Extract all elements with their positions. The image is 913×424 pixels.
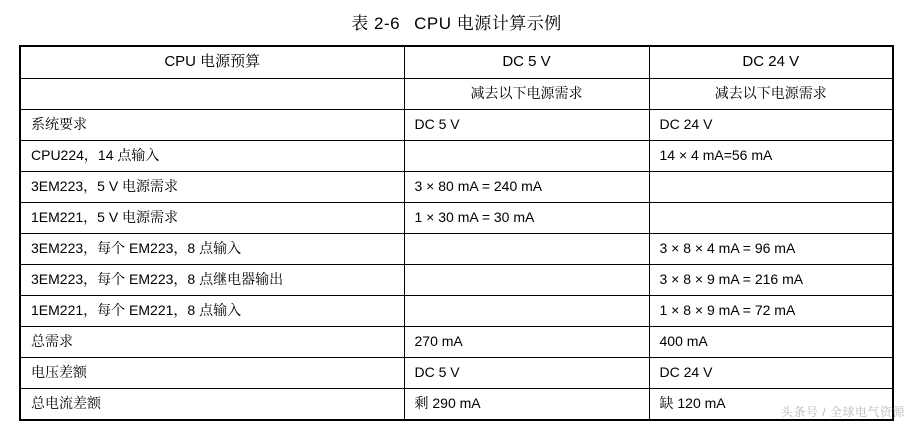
table-row: [20, 203, 893, 234]
row-label: 1EM221，5 V 电源需求: [20, 203, 404, 234]
row-value-dc24: 14 × 4 mA=56 mA: [649, 141, 893, 172]
table-row: [20, 172, 893, 203]
row-label: CPU224，14 点输入: [20, 141, 404, 172]
table-row: [20, 389, 893, 421]
row-value-dc5: [404, 265, 649, 296]
subheader-cell-blank: [20, 79, 404, 110]
table-row: [20, 296, 893, 327]
table-row: [20, 265, 893, 296]
row-value-dc5: 1 × 30 mA = 30 mA: [404, 203, 649, 234]
header-cell-budget: CPU 电源预算: [20, 46, 404, 79]
row-value-dc24: 3 × 8 × 9 mA = 216 mA: [649, 265, 893, 296]
row-value-dc5: 270 mA: [404, 327, 649, 358]
row-label: 系统要求: [20, 110, 404, 141]
row-label: 3EM223，每个 EM223，8 点输入: [20, 234, 404, 265]
watermark-text: 头条号 / 全球电气资源: [780, 405, 905, 419]
row-value-dc24: [649, 203, 893, 234]
table-head: [20, 46, 893, 79]
table-header-row: [20, 46, 893, 79]
row-value-dc5: DC 5 V: [404, 358, 649, 389]
row-value-dc5: [404, 234, 649, 265]
row-label: 1EM221，每个 EM221，8 点输入: [20, 296, 404, 327]
row-value-dc5: [404, 141, 649, 172]
row-label: 总电流差额: [20, 389, 404, 421]
header-cell-dc24: DC 24 V: [649, 46, 893, 79]
row-value-dc5: 3 × 80 mA = 240 mA: [404, 172, 649, 203]
row-value-dc5: 剩 290 mA: [404, 389, 649, 421]
row-value-dc5: [404, 296, 649, 327]
row-value-dc24: DC 24 V: [649, 110, 893, 141]
table-subheader-row: [20, 79, 893, 110]
caption-number: 表 2-6: [351, 14, 401, 33]
row-label: 3EM223，5 V 电源需求: [20, 172, 404, 203]
row-value-dc24: DC 24 V: [649, 358, 893, 389]
table-caption: [0, 0, 913, 34]
table-row: [20, 110, 893, 141]
row-value-dc24: 缺 120 mA: [649, 389, 893, 421]
header-cell-dc5: DC 5 V: [404, 46, 649, 79]
row-value-dc5: DC 5 V: [404, 110, 649, 141]
row-label: 总需求: [20, 327, 404, 358]
power-budget-table: [19, 45, 894, 421]
table-row: [20, 141, 893, 172]
row-label: 3EM223，每个 EM223，8 点继电器输出: [20, 265, 404, 296]
caption-title: CPU 电源计算示例: [414, 14, 562, 33]
subheader-cell-dc24: 减去以下电源需求: [649, 79, 893, 110]
row-value-dc24: 400 mA: [649, 327, 893, 358]
subheader-cell-dc5: 减去以下电源需求: [404, 79, 649, 110]
row-label: 电压差额: [20, 358, 404, 389]
table-row: [20, 327, 893, 358]
row-value-dc24: [649, 172, 893, 203]
table-body: [20, 79, 893, 421]
row-value-dc24: 1 × 8 × 9 mA = 72 mA: [649, 296, 893, 327]
table-row: [20, 358, 893, 389]
row-value-dc24: 3 × 8 × 4 mA = 96 mA: [649, 234, 893, 265]
table-row: [20, 234, 893, 265]
